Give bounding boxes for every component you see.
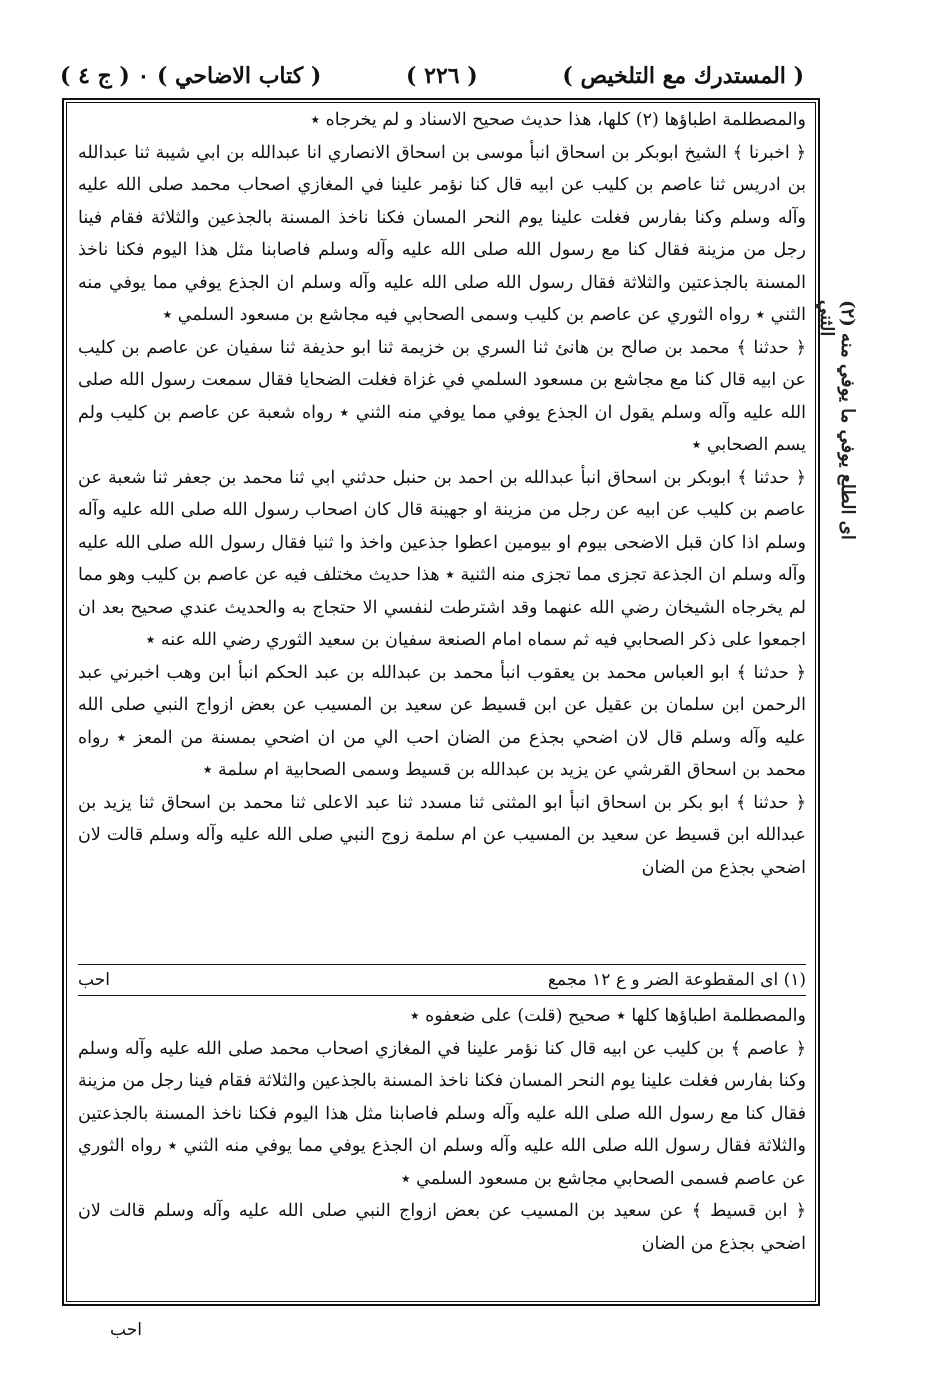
margin-note: (٢) اى الطلع يوفي ما يوفي منه الثني <box>816 300 858 540</box>
main-paragraph: ﴿ حدثنا ﴾ ابو بكر بن اسحاق انبأ ابو المثنى ثنا مسدد ثنا عبد الاعلى ثنا محمد بن اسحاق ثنا يزيد بن عبدالله ابن قسيط عن سعيد بن المسيب عن ام سلمة زوج النبي صلى الله عليه وآله وسلم قالت لان اضحي بجذع من الضان <box>78 792 806 878</box>
summary-paragraph: ﴿ ابن قسيط ﴾ عن سعيد بن المسيب عن بعض ازواج النبي صلى الله عليه وآله وسلم قالت لان اضحي بجذع من الضان <box>78 1201 806 1254</box>
bottom-catchword: احب <box>110 1320 142 1340</box>
main-text <box>78 104 806 964</box>
footnote-text: (١) اى المقطوعة الضر و ع ١٢ مجمع <box>547 970 806 990</box>
page-number: ( ٢٢٦ ) <box>406 63 478 89</box>
summary-paragraph: ﴿ عاصم ﴾ بن كليب عن ابيه قال كنا نؤمر علينا في المغازي اصحاب محمد صلى الله عليه وآله وسلم وكنا بفارس فغلت علينا يوم النحر المسان فكنا ناخذ المسنة بالجذعين والثلاثة فقام فينا رجل من مزينة فقال كنا مع رسول الله صلى الله عليه وآله وسلم فاصابنا مثل هذا اليوم فكنا ناخذ المسنة بالجذعتين والثلاثة فقال رسول الله صلى الله عليه وآله وسلم ان الجذع يوفي مما يوفي منه الثني ٭ رواه الثوري عن عاصم فسمى الصحابي مجاشع بن مسعود السلمي ٭ <box>78 1038 806 1189</box>
main-paragraph: والمصطلمة اطباؤها (٢) كلها، هذا حديث صحيح الاسناد و لم يخرجاه ٭ <box>310 110 806 130</box>
summary-text <box>78 1000 806 1300</box>
footnote-row <box>78 964 806 996</box>
main-paragraph: ﴿ حدثنا ﴾ محمد بن صالح بن هانئ ثنا السري بن خزيمة ثنا ابو حذيفة ثنا سفيان عن عاصم بن كليب عن ابيه قال كنا مع مجاشع بن مسعود السلمي في غزاة فغلت الضحايا فقال سمعت رسول الله صلى الله عليه وآله وسلم يقول ان الجذع يوفي مما يوفي منه الثني ٭ رواه شعبة عن عاصم بن كليب ولم يسم الصحابي ٭ <box>78 337 806 455</box>
page-header <box>60 56 804 96</box>
header-chapter: ( كتاب الاضاحي ) ٠ ( ج ٤ ) <box>60 63 322 89</box>
main-paragraph: ﴿ اخبرنا ﴾ الشيخ ابوبكر بن اسحاق انبأ موسى بن اسحاق الانصاري انا عبدالله بن ابي شيبة ثنا عبدالله بن ادريس ثنا عاصم بن كليب عن ابيه قال كنا نؤمر علينا في المغازي اصحاب محمد صلى الله عليه وآله وسلم وكنا بفارس فغلت علينا يوم النحر المسان فكنا ناخذ المسنة بالجذعين والثلاثة فقام فينا رجل من مزينة فقال كنا مع رسول الله صلى الله عليه وآله وسلم فاصابنا مثل هذا اليوم فكنا ناخذ المسنة بالجذعتين والثلاثة فقال رسول الله صلى الله عليه وآله وسلم ان الجذع يوفي مما يوفي منه الثني ٭ رواه الثوري عن عاصم بن كليب وسمى الصحابي فيه مجاشع بن مسعود السلمي ٭ <box>78 142 806 325</box>
summary-paragraph: والمصطلمة اطباؤها كلها ٭ صحيح (قلت) على ضعفوه ٭ <box>409 1006 806 1026</box>
main-paragraph: ﴿ حدثنا ﴾ ابو العباس محمد بن يعقوب انبأ محمد بن عبدالله بن عبد الحكم انبأ ابن وهب اخبرني عبد الرحمن ابن سلمان بن عقيل عن ابن قسيط عن سعيد بن المسيب عن بعض ازواج النبي صلى الله عليه وآله وسلم قال لان اضحي بجذع من الضان احب الي من ان اضحي بمسنة من المعز ٭ رواه محمد بن اسحاق القرشي عن يزيد بن عبدالله بن قسيط وسمى الصحابية ام سلمة ٭ <box>78 662 806 780</box>
main-paragraph: ﴿ حدثنا ﴾ ابوبكر بن اسحاق انبأ عبدالله بن احمد بن حنبل حدثني ابي ثنا محمد بن جعفر ثنا شعبة عن عاصم بن كليب عن ابيه عن رجل من مزينة او جهينة قال كان اصحاب رسول الله صلى الله عليه وآله وسلم اذا كان قبل الاضحى بيوم او بيومين اعطوا جذعين واخذ وا ثنيا فقال رسول الله صلى الله عليه وآله وسلم ان الجذعة تجزى مما تجزى منه الثنية ٭ هذا حديث مختلف فيه عن عاصم بن كليب وهو مما لم يخرجاه الشيخان رضي الله عنهما وقد اشترطت لنفسي الا حتجاج به والحديث عندي صحيح بعد ان اجمعوا على ذكر الصحابي فيه ثم سماه امام الصنعة سفيان بن سعيد الثوري رضي الله عنه ٭ <box>78 467 806 650</box>
header-book-title: ( المستدرك مع التلخيص ) <box>562 63 804 89</box>
footnote-catchword: احب <box>78 970 110 990</box>
